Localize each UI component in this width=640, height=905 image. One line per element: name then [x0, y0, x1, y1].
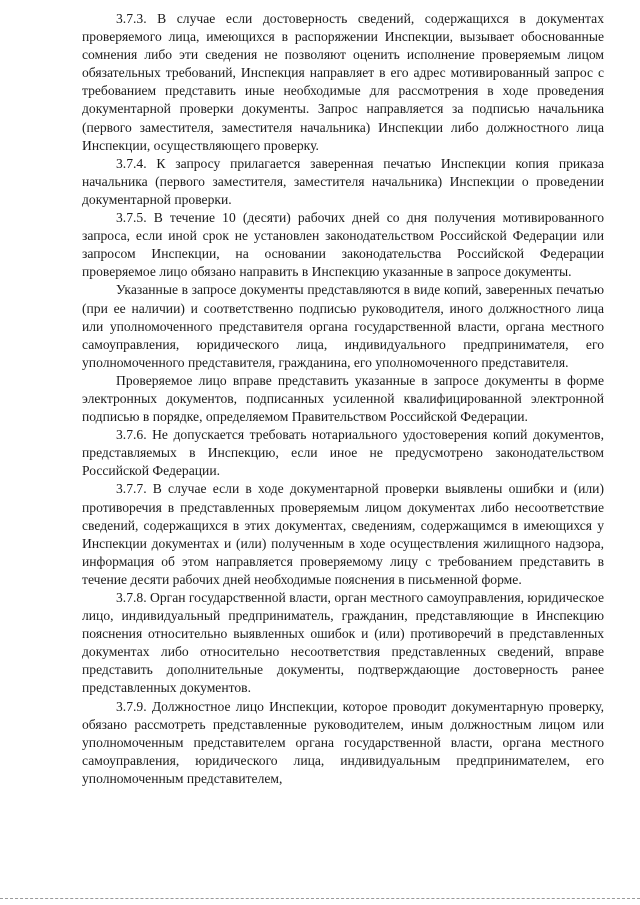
document-page: [82, 10, 604, 788]
paragraph-3-7-3: 3.7.3. В случае если достоверность сведений, содержащихся в документах проверяемого лица, имеющихся в распоряжении Инспекции, вызывает обоснованные сомнения либо эти сведения не позволяют оценить исполнение проверяемым лицом обязательных требований, Инспекция направляет в его адрес мотивированный запрос с требованием представить иные необходимые для рассмотрения в ходе проведения документарной проверки документы. Запрос направляется за подписью начальника (первого заместителя, заместителя начальника) Инспекции либо должностного лица Инспекции, осуществляющего проверку.: [82, 11, 604, 153]
paragraph-copies-certification: Указанные в запросе документы представляются в виде копий, заверенных печатью (при ее наличии) и соответственно подписью руководителя, иного должностного лица или уполномоченного представителя органа государственной власти, органа местного самоуправления, юридического лица, индивидуального предпринимателя, его уполномоченного представителя, гражданина, его уполномоченного представителя.: [82, 282, 604, 370]
page-bottom-rule: [0, 898, 640, 899]
paragraph-3-7-6: 3.7.6. Не допускается требовать нотариального удостоверения копий документов, представляемых в Инспекцию, если иное не предусмотрено законодательством Российской Федерации.: [82, 427, 604, 479]
paragraph-3-7-5: 3.7.5. В течение 10 (десяти) рабочих дней со дня получения мотивированного запроса, если иной срок не установлен законодательством Российской Федерации или запросом Инспекции, на основании законодательства Российской Федерации проверяемое лицо обязано направить в Инспекцию указанные в запросе документы.: [82, 210, 604, 280]
paragraph-electronic-documents: Проверяемое лицо вправе представить указанные в запросе документы в форме электронных документов, подписанных усиленной квалифицированной электронной подписью в порядке, определяемом Правительством Российской Федерации.: [82, 372, 604, 425]
paragraph-3-7-9: 3.7.9. Должностное лицо Инспекции, которое проводит документарную проверку, обязано рассмотреть представленные руководителем, иным должностным лицом или уполномоченным представителем органа государственной власти, органа местного самоуправления, юридического лица, индивидуальным предпринимателем, его уполномоченным представителем,: [82, 698, 604, 786]
paragraph-3-7-4: 3.7.4. К запросу прилагается заверенная печатью Инспекции копия приказа начальника (первого заместителя, заместителя начальника) Инспекции о проведении документарной проверки.: [82, 155, 604, 207]
paragraph-3-7-7: 3.7.7. В случае если в ходе документарной проверки выявлены ошибки и (или) противоречия в представленных проверяемым лицом документах либо несоответствие сведений, содержащихся в этих документах, сведениям, содержащимся в имеющихся у Инспекции документах и (или) полученным в ходе осуществления жилищного надзора, информация об этом направляется проверяемому лицу с требованием представить в течение десяти рабочих дней необходимые пояснения в письменной форме.: [82, 481, 604, 587]
paragraph-3-7-8: 3.7.8. Орган государственной власти, орган местного самоуправления, юридическое лицо, индивидуальный предприниматель, гражданин, представляющие в Инспекцию пояснения относительно выявленных ошибок и (или) противоречий в представленных документах либо относительно несоответствия представленных сведений, вправе представить дополнительные документы, подтверждающие достоверность ранее представленных документов.: [82, 590, 604, 696]
